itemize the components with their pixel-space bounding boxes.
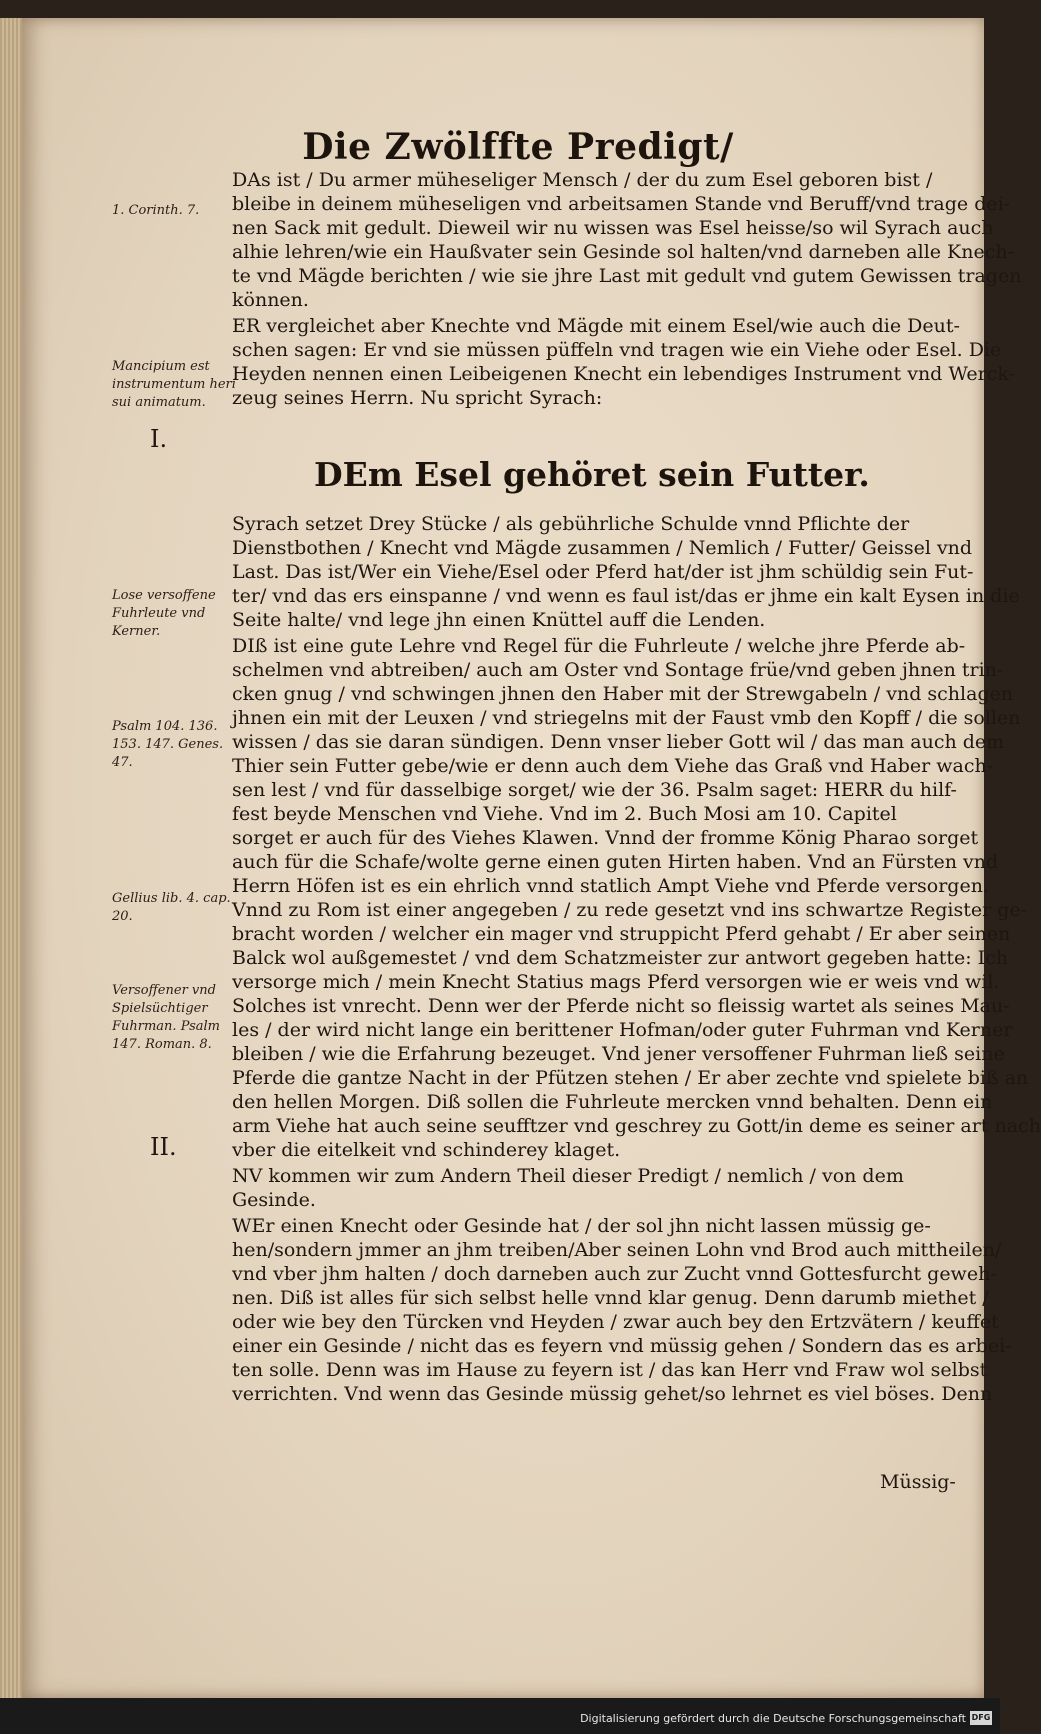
text-line: wissen / das sie daran sündigen. Denn vnser lieber Gott wil / das man auch dem	[232, 731, 1005, 753]
margin-note: Gellius lib. 4. cap. 20.	[112, 891, 231, 924]
margin-note: Psalm 104. 136. 153. 147. Genes. 47.	[112, 719, 224, 770]
page-heading: Die Zwölffte Predigt/	[302, 126, 734, 168]
text-line: NV kommen wir zum Andern Theil dieser Predigt / nemlich / von dem	[232, 1165, 904, 1187]
text-line: Gesinde.	[232, 1189, 316, 1211]
text-line: Pferde die gantze Nacht in der Pfützen stehen / Er aber zechte vnd spielete biß an	[232, 1067, 1029, 1089]
text-line: schen sagen: Er vnd sie müssen püffeln vnd tragen wie ein Viehe oder Esel. Die	[232, 339, 1002, 361]
text-line: WEr einen Knecht oder Gesinde hat / der sol jhn nicht lassen müssig ge-	[232, 1215, 931, 1237]
text-line: te vnd Mägde berichten / wie sie jhre Last mit gedult vnd gutem Gewissen tragen	[232, 265, 1022, 287]
text-line: auch für die Schafe/wolte gerne einen guten Hirten haben. Vnd an Fürsten vnd	[232, 851, 999, 873]
margin-note: 1. Corinth. 7.	[112, 203, 200, 218]
book-page-edge	[0, 18, 22, 1698]
text-line: Herrn Höfen ist es ein ehrlich vnnd statlich Ampt Viehe vnd Pferde versorgen.	[232, 875, 989, 897]
margin-note: Mancipium est instrumentum heri sui animatum.	[112, 359, 236, 410]
text-line: schelmen vnd abtreiben/ auch am Oster vnd Sontage früe/vnd geben jhnen trin-	[232, 659, 1004, 681]
text-line: Balck wol außgemestet / vnd dem Schatzmeister zur antwort gegeben hatte: Ich	[232, 947, 1009, 969]
text-line: sorget er auch für des Viehes Klawen. Vnnd der fromme König Pharao sorget	[232, 827, 979, 849]
text-line: bracht worden / welcher ein mager vnd struppicht Pferd gehabt / Er aber seinen	[232, 923, 1011, 945]
text-line: können.	[232, 289, 309, 311]
text-line: Heyden nennen einen Leibeigenen Knecht ein lebendiges Instrument vnd Werck-	[232, 363, 1015, 385]
text-line: fest beyde Menschen vnd Viehe. Vnd im 2. Buch Mosi am 10. Capitel	[232, 803, 897, 825]
text-line: nen. Diß ist alles für sich selbst helle vnnd klar genug. Denn darumb miethet /	[232, 1287, 989, 1309]
text-line: Solches ist vnrecht. Denn wer der Pferde nicht so fleissig wartet als seines Mau-	[232, 995, 1010, 1017]
catchword: Müssig-	[880, 1471, 956, 1493]
text-line: bleibe in deinem müheseligen vnd arbeitsamen Stande vnd Beruff/vnd trage dei-	[232, 193, 1011, 215]
text-line: einer ein Gesinde / nicht das es feyern vnd müssig gehen / Sondern das es arbei-	[232, 1335, 1012, 1357]
text-line: vber die eitelkeit vnd schinderey klaget.	[232, 1139, 621, 1161]
text-line: ER vergleichet aber Knechte vnd Mägde mit einem Esel/wie auch die Deut-	[232, 315, 960, 337]
text-line: Vnnd zu Rom ist einer angegeben / zu rede gesetzt vnd ins schwartze Register ge-	[232, 899, 1028, 921]
funding-credit: Digitalisierung gefördert durch die Deutsche Forschungsgemeinschaft	[580, 1712, 966, 1725]
text-line: Syrach setzet Drey Stücke / als gebührliche Schulde vnnd Pflichte der	[232, 513, 910, 535]
text-line: ten solle. Denn was im Hause zu feyern ist / das kan Herr vnd Fraw wol selbst	[232, 1359, 988, 1381]
text-line: hen/sondern jmmer an jhm treiben/Aber seinen Lohn vnd Brod auch mittheilen/	[232, 1239, 1002, 1261]
text-line: den hellen Morgen. Diß sollen die Fuhrleute mercken vnnd behalten. Denn ein	[232, 1091, 993, 1113]
text-line: ter/ vnd das ers einspanne / vnd wenn es faul ist/das er jhme ein kalt Eysen in die	[232, 585, 1020, 607]
text-line: les / der wird nicht lange ein berittener Hofman/oder guter Fuhrman vnd Kerner	[232, 1019, 1013, 1041]
margin-note: Versoffener vnd Spielsüchtiger Fuhrman. Psalm 147. Roman. 8.	[112, 983, 220, 1052]
section-number: II.	[150, 1133, 177, 1161]
text-line: DIß ist eine gute Lehre vnd Regel für die Fuhrleute / welche jhre Pferde ab-	[232, 635, 966, 657]
section-number: I.	[150, 425, 168, 453]
text-line: Last. Das ist/Wer ein Viehe/Esel oder Pferd hat/der ist jhm schüldig sein Fut-	[232, 561, 974, 583]
text-line: Thier sein Futter gebe/wie er denn auch dem Viehe das Graß vnd Haber wach-	[232, 755, 994, 777]
text-line: sen lest / vnd für dasselbige sorget/ wie der 36. Psalm saget: HERR du hilf-	[232, 779, 957, 801]
text-line: jhnen ein mit der Leuxen / vnd striegelns mit der Faust vmb den Kopff / die sollen	[232, 707, 1021, 729]
text-line: zeug seines Herrn. Nu spricht Syrach:	[232, 387, 603, 409]
text-line: Dienstbothen / Knecht vnd Mägde zusammen / Nemlich / Futter/ Geissel vnd	[232, 537, 973, 559]
text-line: cken gnug / vnd schwingen jhnen den Haber mit der Strewgabeln / vnd schlagen	[232, 683, 1014, 705]
section-subheading: DEm Esel gehöret sein Futter.	[314, 455, 870, 494]
margin-note: Lose versoffene Fuhrleute vnd Kerner.	[112, 588, 216, 639]
text-line: bleiben / wie die Erfahrung bezeuget. Vnd jener versoffener Fuhrman ließ seine	[232, 1043, 1005, 1065]
text-line: Seite halte/ vnd lege jhn einen Knüttel auff die Lenden.	[232, 609, 766, 631]
text-line: oder wie bey den Türcken vnd Heyden / zwar auch bey den Ertzvätern / keuffet	[232, 1311, 999, 1333]
text-line: nen Sack mit gedult. Dieweil wir nu wissen was Esel heisse/so wil Syrach auch	[232, 217, 994, 239]
text-line: verrichten. Vnd wenn das Gesinde müssig gehet/so lehrnet es viel böses. Denn	[232, 1383, 993, 1405]
text-line: arm Viehe hat auch seine seufftzer vnd geschrey zu Gott/in deme es seiner art nach	[232, 1115, 1041, 1137]
text-line: DAs ist / Du armer müheseliger Mensch / der du zum Esel geboren bist /	[232, 169, 933, 191]
text-line: versorge mich / mein Knecht Statius mags Pferd versorgen wie er weis vnd wil.	[232, 971, 1000, 993]
dfg-logo-icon: DFG	[970, 1711, 992, 1725]
text-line: alhie lehren/wie ein Haußvater sein Gesinde sol halten/vnd darneben alle Knech-	[232, 241, 1015, 263]
text-line: vnd vber jhm halten / doch darneben auch zur Zucht vnnd Gottesfurcht geweh-	[232, 1263, 997, 1285]
